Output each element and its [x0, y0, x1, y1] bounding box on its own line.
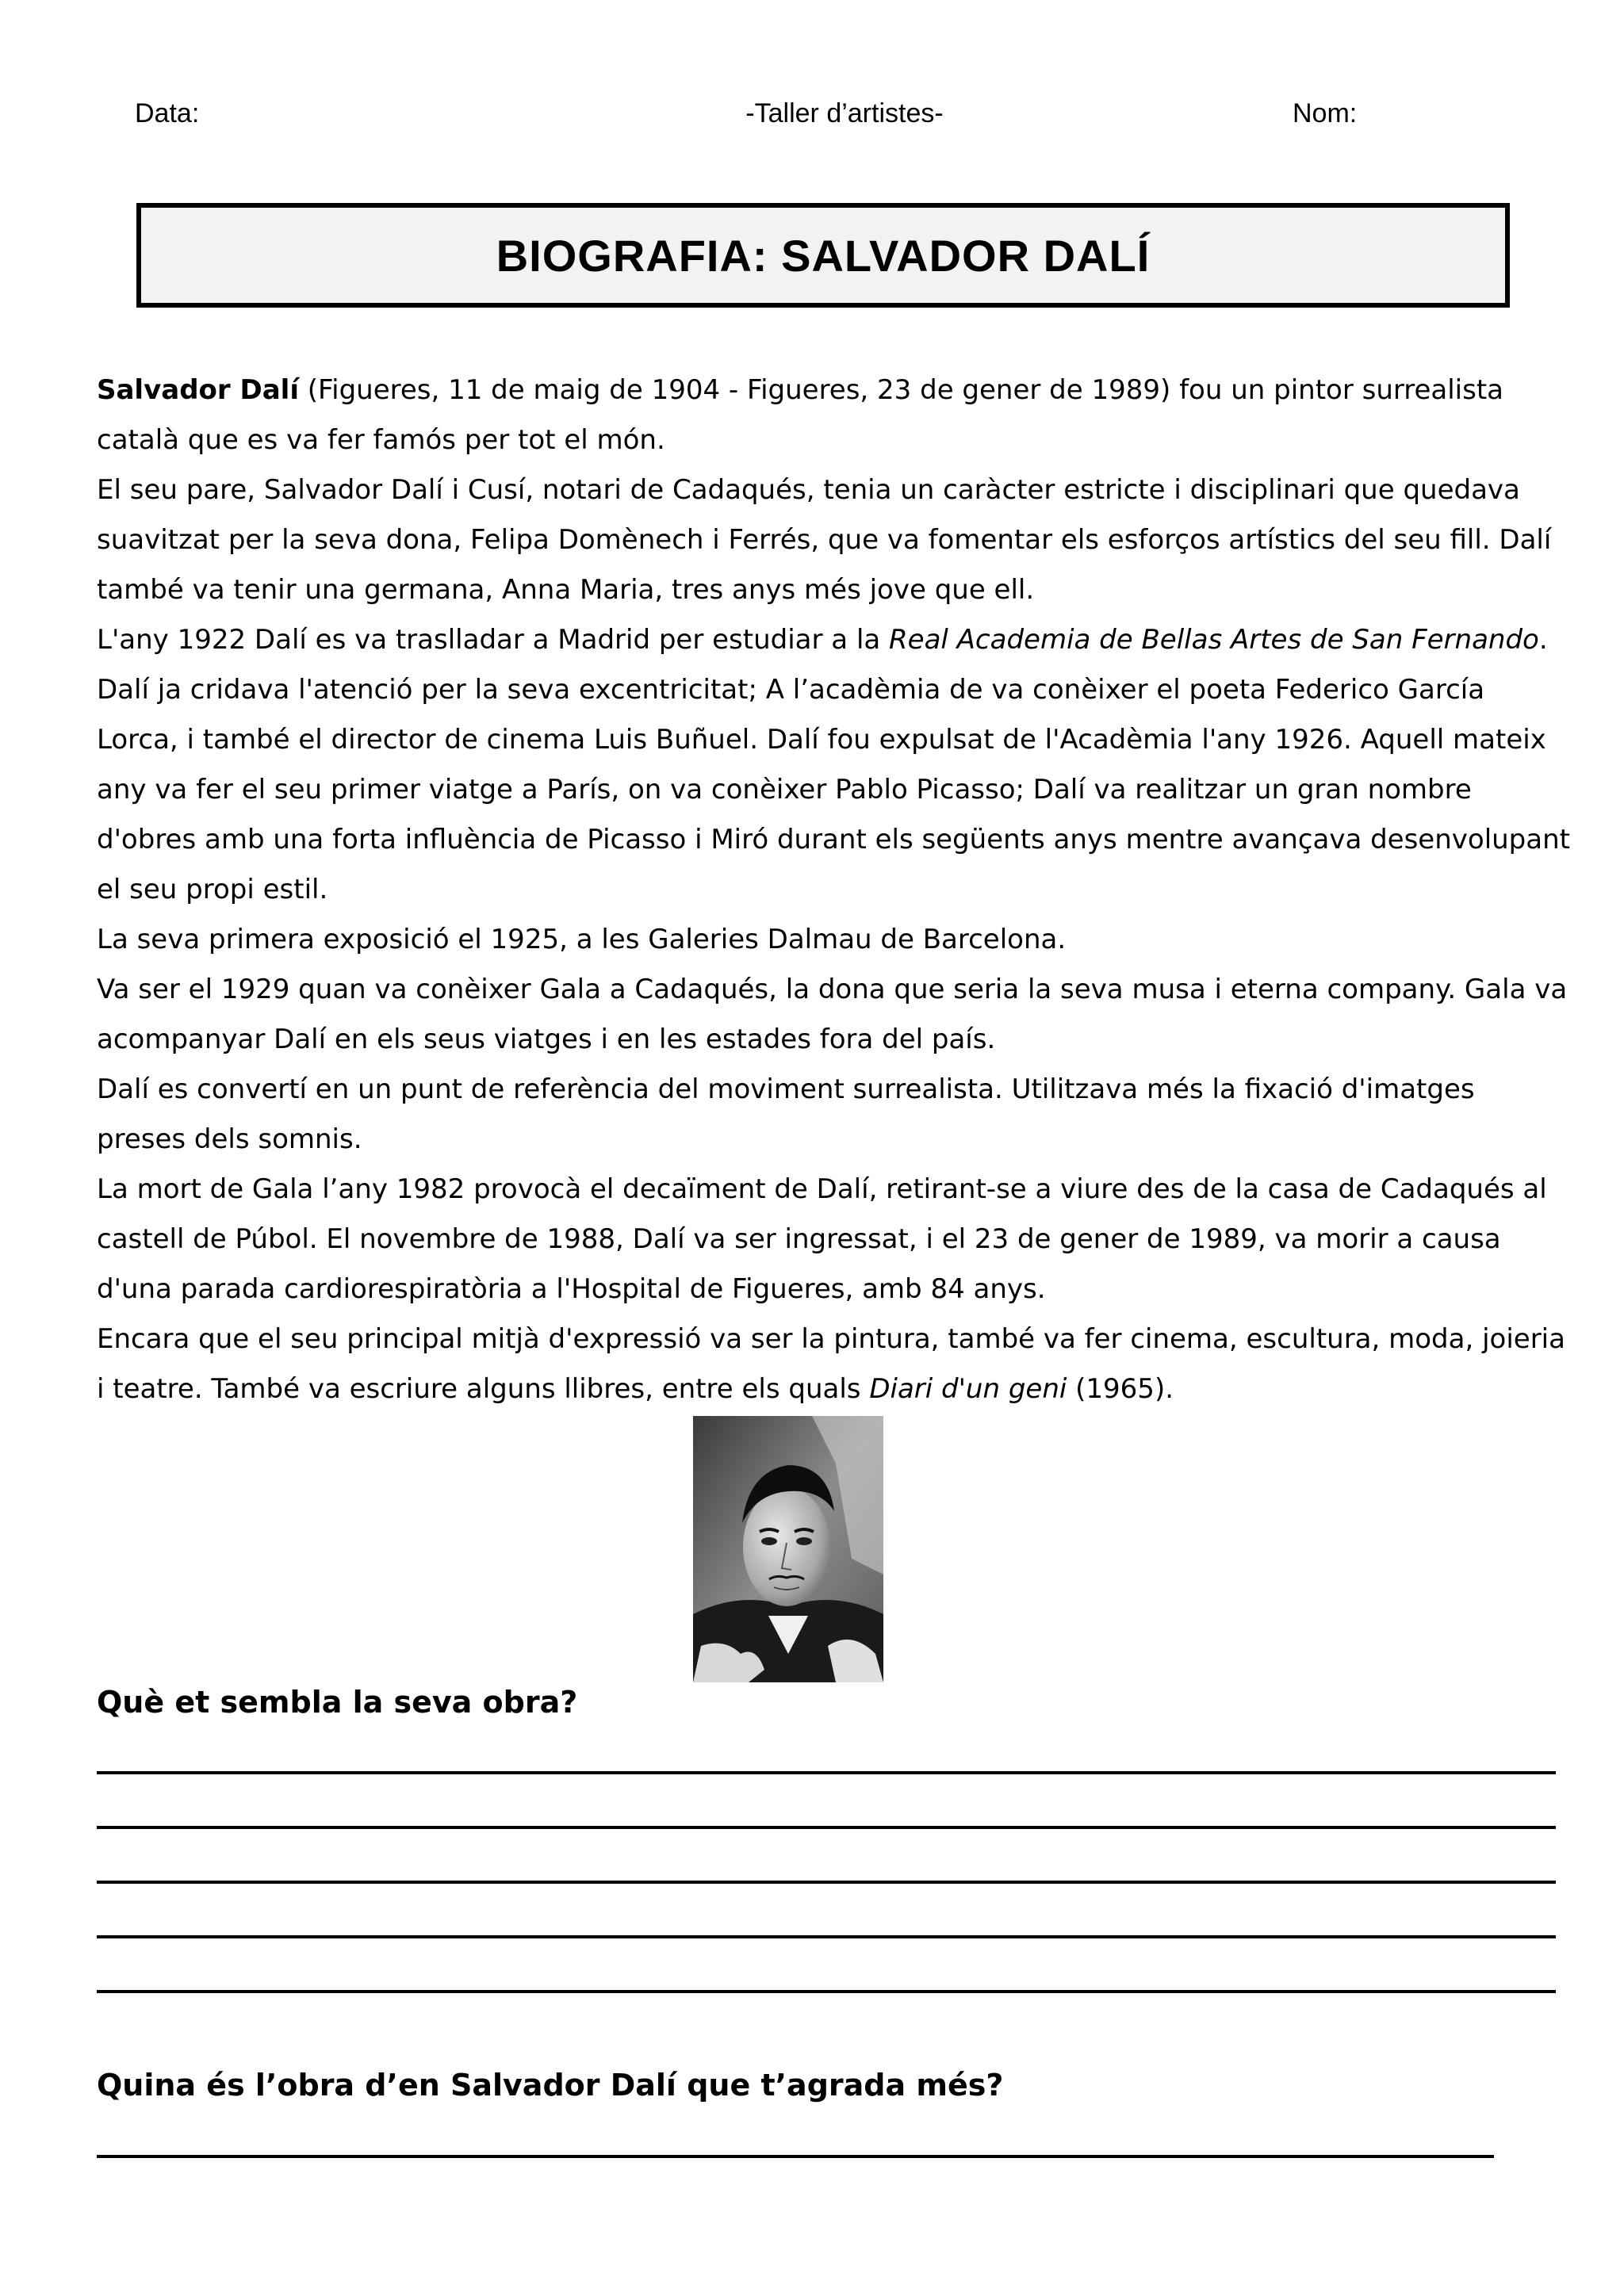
- answer-line-3[interactable]: [97, 1881, 1556, 1884]
- title-box: [136, 203, 1510, 308]
- bio-paragraph-3: L'any 1922 Dalí es va traslladar a Madrid per estudiar a la Real Academia de Bellas Artes de San Fernando. Dalí ja cridava l'atenció per la seva excentricitat; A l’acadèmia de va conèixer el poeta Federico García Lorca, i també el director de cinema Luis Buñuel. Dalí fou expulsat de l'Acadèmia l'any 1926. Aquell mateix any va fer el seu primer viatge a París, on va conèixer Pablo Picasso; Dalí va realitzar un gran nombre d'obres amb una forta influència de Picasso i Miró durant els següents anys mentre avançava desenvolupant el seu propi estil.: [97, 624, 1570, 905]
- academy-name: Real Academia de Bellas Artes de San Fernando: [889, 624, 1539, 656]
- bio-paragraph-2: El seu pare, Salvador Dalí i Cusí, notari de Cadaqués, tenia un caràcter estricte i disciplinari que quedava suavitzat per la seva dona, Felipa Domènech i Ferrés, que va fomentar els esforços artístics del seu fill. Dalí també va tenir una germana, Anna Maria, tres anys més jove que ell.: [97, 474, 1552, 606]
- bio-paragraph-4: La seva primera exposició el 1925, a les Galeries Dalmau de Barcelona.: [97, 924, 1067, 955]
- date-label: Data:: [135, 98, 200, 128]
- bio-paragraph-6: Dalí es convertí en un punt de referència del moviment surrealista. Utilitzava més la fixació d'imatges preses dels somnis.: [97, 1073, 1475, 1155]
- book-title: Diari d'un geni: [869, 1373, 1067, 1405]
- biography-text: [97, 365, 1572, 1414]
- answer-line-1[interactable]: [97, 1771, 1556, 1774]
- question-opinion: Què et sembla la seva obra?: [97, 1685, 578, 1720]
- page-title: BIOGRAFIA: SALVADOR DALÍ: [496, 230, 1151, 281]
- answer-line-5[interactable]: [97, 1990, 1556, 1993]
- name-label: Nom:: [1293, 98, 1358, 128]
- answer-line-favorite[interactable]: [97, 2155, 1494, 2158]
- workshop-label: -Taller d’artistes-: [745, 98, 944, 128]
- question-favorite-work: Quina és l’obra d’en Salvador Dalí que t’agrada més?: [97, 2068, 1004, 2103]
- answer-line-4[interactable]: [97, 1935, 1556, 1938]
- portrait-photo: [693, 1416, 883, 1682]
- bio-paragraph-8: Encara que el seu principal mitjà d'expressió va ser la pintura, també va fer cinema, escultura, moda, joieria i teatre. També va escriure alguns llibres, entre els quals Diari d'un geni (1965).: [97, 1323, 1565, 1405]
- bio-paragraph-5: Va ser el 1929 quan va conèixer Gala a Cadaqués, la dona que seria la seva musa i eterna company. Gala va acompanyar Dalí en els seus viatges i en les estades fora del país.: [97, 974, 1568, 1055]
- answer-line-2[interactable]: [97, 1826, 1556, 1829]
- bio-subject-name: Salvador Dalí: [97, 374, 299, 406]
- bio-paragraph-1: Salvador Dalí (Figueres, 11 de maig de 1904 - Figueres, 23 de gener de 1989) fou un pintor surrealista català que es va fer famós per tot el món.: [97, 374, 1504, 456]
- bio-paragraph-7: La mort de Gala l’any 1982 provocà el decaïment de Dalí, retirant-se a viure des de la casa de Cadaqués al castell de Púbol. El novembre de 1988, Dalí va ser ingressat, i el 23 de gener de 1989, va morir a causa d'una parada cardiorespiratòria a l'Hospital de Figueres, amb 84 anys.: [97, 1173, 1547, 1305]
